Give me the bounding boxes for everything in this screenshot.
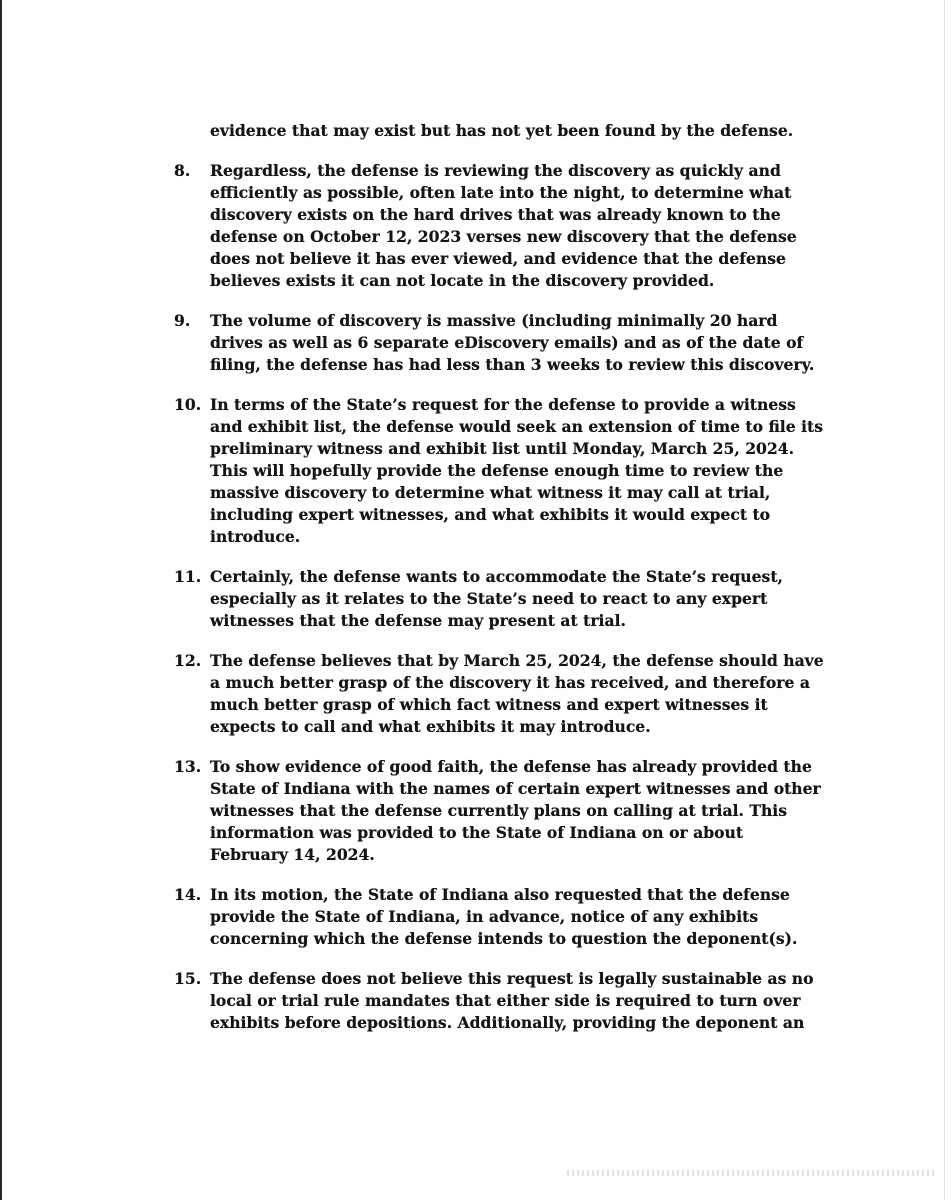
paragraph-8 xyxy=(174,160,824,292)
paragraph-15 xyxy=(174,968,824,1034)
paragraph-13 xyxy=(174,756,824,866)
paragraph-number: 10. xyxy=(174,395,202,414)
paragraph-14 xyxy=(174,884,824,950)
continuation-text: evidence that may exist but has not yet been found by the defense. xyxy=(210,121,794,140)
paragraph-number: 9. xyxy=(174,311,191,330)
scan-artifact xyxy=(567,1170,937,1176)
paragraph-text: The volume of discovery is massive (including minimally 20 hard drives as well as 6 separate eDiscovery emails) and as of the date of filing, the defense has had less than 3 weeks to review this discovery. xyxy=(210,311,815,374)
paragraph-number: 14. xyxy=(174,885,202,904)
paragraph-text: In its motion, the State of Indiana also requested that the defense provide the State of Indiana, in advance, notice of any exhibits concerning which the defense intends to question the deponent(s). xyxy=(210,885,798,948)
paragraph-number: 15. xyxy=(174,969,202,988)
paragraph-9 xyxy=(174,310,824,376)
paragraph-text: The defense does not believe this request is legally sustainable as no local or trial rule mandates that either side is required to turn over exhibits before depositions. Additionally, providing the deponent an xyxy=(210,969,814,1032)
paragraph-number: 13. xyxy=(174,757,202,776)
paragraph-10 xyxy=(174,394,824,548)
paragraph-12 xyxy=(174,650,824,738)
paragraph-text: Certainly, the defense wants to accommodate the State’s request, especially as it relates to the State’s need to react to any expert witnesses that the defense may present at trial. xyxy=(210,567,783,630)
paragraph-text: The defense believes that by March 25, 2024, the defense should have a much better grasp of the discovery it has received, and therefore a much better grasp of which fact witness and expert witnesses it expects to call and what exhibits it may introduce. xyxy=(210,651,824,736)
paragraph-number: 12. xyxy=(174,651,202,670)
paragraph-text: In terms of the State’s request for the defense to provide a witness and exhibit list, the defense would seek an extension of time to file its preliminary witness and exhibit list until Monday, March 25, 2024. This will hopefully provide the defense enough time to review the massive discovery to determine what witness it may call at trial, including expert witnesses, and what exhibits it would expect to introduce. xyxy=(210,395,823,546)
paragraph-number: 11. xyxy=(174,567,202,586)
paragraph-text: Regardless, the defense is reviewing the discovery as quickly and efficiently as possible, often late into the night, to determine what discovery exists on the hard drives that was already known to the defense on October 12, 2023 verses new discovery that the defense does not believe it has ever viewed, and evidence that the defense believes exists it can not locate in the discovery provided. xyxy=(210,161,797,290)
paragraph-text: To show evidence of good faith, the defense has already provided the State of Indiana with the names of certain expert witnesses and other witnesses that the defense currently plans on calling at trial. This information was provided to the State of Indiana on or about February 14, 2024. xyxy=(210,757,821,864)
paragraph-11 xyxy=(174,566,824,632)
paragraph-number: 8. xyxy=(174,161,191,180)
document-body xyxy=(174,120,824,1052)
